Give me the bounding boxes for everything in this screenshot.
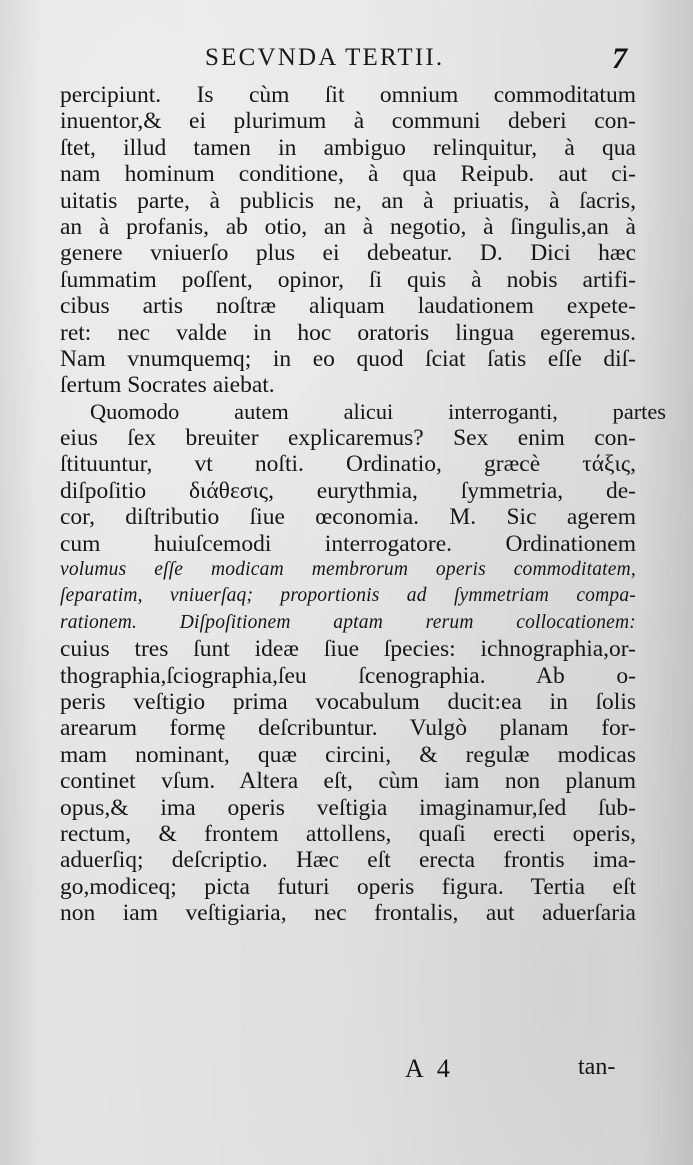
text-line: aduerſiq; deſcriptio. Hæc eſt erecta frontis ima- [60, 847, 636, 874]
body-text [60, 82, 666, 927]
text-line: volumus eſſe modicam membrorum operis commoditatem, [60, 559, 636, 581]
text-line: inuentor,& ei plurimum à communi deberi con- [60, 108, 636, 135]
text-line: cuius tres ſunt ideæ ſiue ſpecies: ichnographia,or- [60, 636, 636, 663]
text-line: percipiunt. Is cùm ſit omnium commoditatum [60, 82, 636, 108]
page-footer [0, 1050, 693, 1090]
text-line: ret: nec valde in hoc oratoris lingua egeremus. [60, 319, 636, 346]
text-line: ſertum Socrates aiebat. [60, 372, 275, 399]
text-line: ſummatim poſſent, opinor, ſi quis à nobis artifi- [60, 266, 636, 293]
text-line: rectum, & frontem attollens, quaſi erecti operis, [60, 820, 636, 847]
text-line: Quomodo autem alicui interroganti, partes [90, 398, 666, 424]
text-line: cibus artis noſtræ aliquam laudationem expete- [60, 293, 636, 320]
page-number: 7 [612, 42, 627, 75]
text-line: cor, diſtributio ſiue œconomia. M. Sic agerem [60, 504, 636, 531]
text-line: mam nominant, quæ circini, & regulæ modicas [60, 741, 636, 768]
text-line: diſpoſitio διάθεσις, eurythmia, ſymmetria, de- [60, 477, 636, 504]
signature-mark: A 4 [405, 1054, 454, 1083]
text-line: cum huiuſcemodi interrogatore. Ordinationem [60, 530, 636, 557]
text-line: thographia,ſciographia,ſeu ſcenographia. Ab o- [60, 662, 636, 689]
text-line: ſeparatim, vniuerſaq; proportionis ad ſymmetriam compa- [60, 585, 636, 607]
text-line: eius ſex breuiter explicaremus? Sex enim con- [60, 425, 636, 452]
catchword: tan- [578, 1054, 616, 1080]
text-line: Nam vnumquemq; in eo quod ſciat ſatis eſſe diſ- [60, 345, 636, 372]
text-line: arearum formę deſcribuntur. Vulgò planam for- [60, 715, 636, 742]
text-line: ſtet, illud tamen in ambiguo relinquitur, à qua [60, 134, 636, 161]
text-line: an à profanis, ab otio, an à negotio, à ſingulis,an à [60, 213, 636, 240]
text-line: uitatis parte, à publicis ne, an à priuatis, à ſacris, [60, 187, 636, 214]
text-line: opus,& ima operis veſtigia imaginamur,ſed ſub- [60, 794, 636, 821]
text-line: go,modiceq; picta futuri operis figura. Tertia eſt [60, 873, 636, 900]
text-line: rationem. Diſpoſitionem aptam rerum collocationem: [60, 611, 636, 633]
text-line: genere vniuerſo plus ei debeatur. D. Dici hæc [60, 240, 636, 267]
running-head [0, 38, 693, 78]
text-line: non iam veſtigiaria, nec frontalis, aut aduerſaria [60, 900, 636, 927]
text-line: continet vſum. Altera eſt, cùm iam non planum [60, 768, 636, 795]
text-line: peris veſtigio prima vocabulum ducit:ea in ſolis [60, 688, 636, 715]
running-title: SECVNDA TERTII. [205, 44, 445, 71]
text-line: ſtituuntur, vt noſti. Ordinatio, græcè τάξις, [60, 451, 636, 478]
text-line: nam hominum conditione, à qua Reipub. aut ci- [60, 161, 636, 188]
